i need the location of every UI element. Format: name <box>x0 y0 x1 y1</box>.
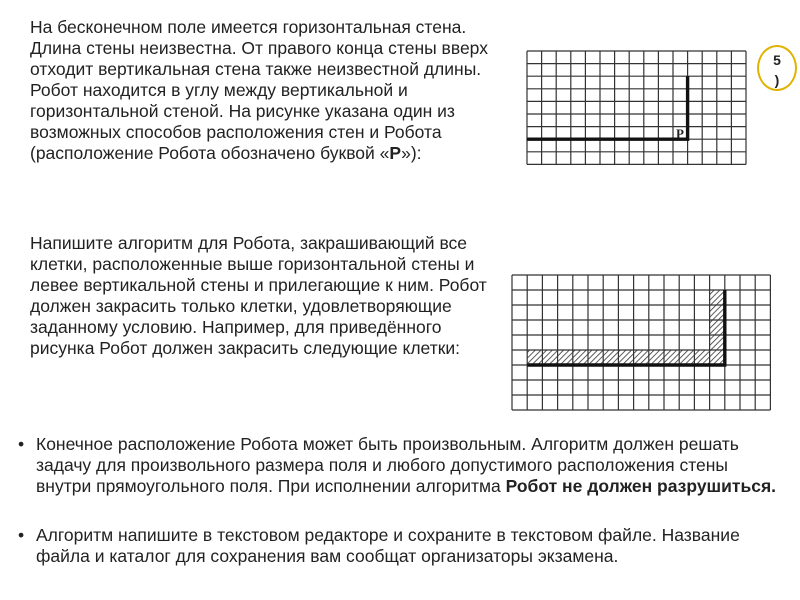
field-grid <box>512 275 770 410</box>
painted-cell <box>618 350 633 365</box>
robot-letter: Р <box>389 143 402 163</box>
bullet-1-bold: Робот не должен разрушиться. <box>505 476 777 496</box>
bullet-mark: • <box>18 525 25 545</box>
painted-cell <box>710 335 725 350</box>
painted-cell <box>649 350 664 365</box>
painted-cell <box>542 350 557 365</box>
painted-cell <box>527 350 542 365</box>
bullet-mark: • <box>18 434 25 454</box>
task-number-badge <box>757 45 797 91</box>
painted-cell <box>664 350 679 365</box>
painted-cell <box>634 350 649 365</box>
task-paragraph-2: Напишите алгоритм для Робота, закрашивающий все клетки, расположенные выше горизонтальной стены и левее вертикальной стены и прилегающие к ним. Робот должен закрасить только клетки, удовлетворяющие заданному условию. Например, для приведённого рисунка Робот должен закрасить следующие клетки: <box>30 233 487 358</box>
bullet-text-1 <box>36 434 786 497</box>
painted-cell <box>710 320 725 335</box>
field-grid <box>527 51 746 164</box>
painted-cell <box>694 350 709 365</box>
painted-cell <box>558 350 573 365</box>
field-diagram-solution <box>510 273 775 415</box>
task-paragraph-1 <box>30 17 520 164</box>
painted-cells <box>527 290 725 365</box>
field-diagram-example <box>524 49 748 167</box>
bullet-text-2: Алгоритм напишите в текстовом редакторе и сохраните в текстовом файле. Название файла и каталог для сохранения вам сообщат организаторы экзамена. <box>36 525 740 566</box>
robot-marker: Р <box>676 126 684 142</box>
quote-close: »): <box>401 143 422 163</box>
task-text-1: На бесконечном поле имеется горизонтальная стена. Длина стены неизвестна. От правого конца стены вверх отходит вертикальная стена также неизвестной длины. Робот находится в углу между вертикальной и горизонтальной стеной. На рисунке указана один из возможных способов расположения стен и Робота (расположение Робота обозначено буквой <box>30 17 488 163</box>
bullet-1-plain: Конечное расположение Робота может быть произвольным. Алгоритм должен решать задачу для произвольного размера поля и любого допустимого расположения стены внутри прямоугольного поля. При исполнении алгоритма <box>36 434 739 496</box>
painted-cell <box>573 350 588 365</box>
painted-cell <box>603 350 618 365</box>
painted-cell <box>710 305 725 320</box>
quote-open: « <box>379 143 390 163</box>
painted-cell <box>710 290 725 305</box>
painted-cell <box>588 350 603 365</box>
badge-number: 5 <box>773 52 781 68</box>
badge-paren: ) <box>774 72 780 88</box>
painted-cell <box>710 350 725 365</box>
painted-cell <box>679 350 694 365</box>
walls <box>527 76 689 141</box>
